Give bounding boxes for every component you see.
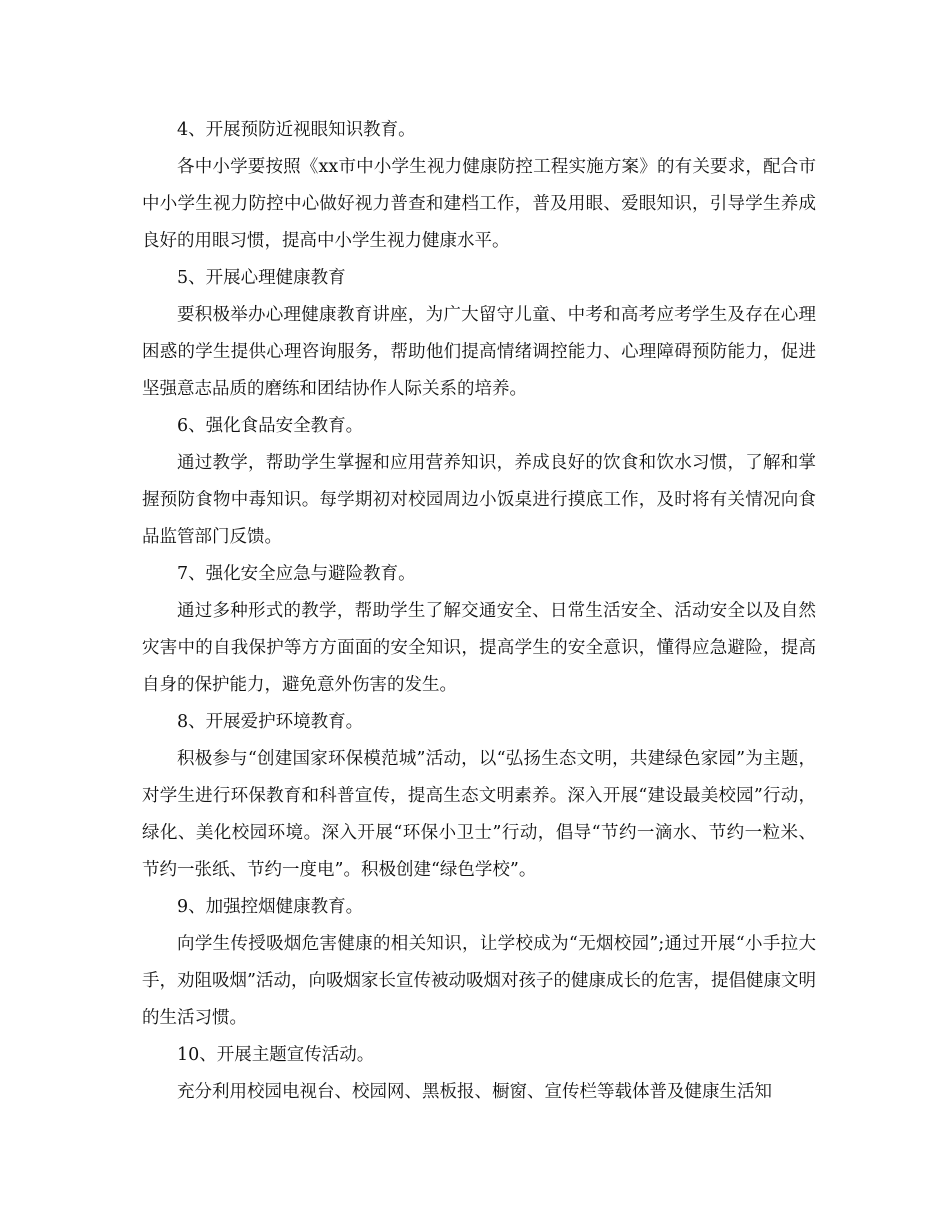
section-heading-tobacco: 9、加强控烟健康教育。 [177,897,364,917]
paragraph-food-safety: 通过教学，帮助学生掌握和应用营养知识，养成良好的饮食和饮水习惯，了解和掌握预防食物中毒知识。每学期初对校园周边小饭桌进行摸底工作，及时将有关情况向食品监管部门反馈。 [142,453,816,547]
section-heading-food-safety: 6、强化食品安全教育。 [177,416,364,436]
paragraph-campaign: 充分利用校园电视台、校园网、黑板报、橱窗、宣传栏等载体普及健康生活知 [177,1082,772,1102]
paragraph-mental-health: 要积极举办心理健康教育讲座，为广大留守儿童、中考和高考应考学生及存在心理困惑的学生提供心理咨询服务，帮助他们提高情绪调控能力、心理障碍预防能力，促进坚强意志品质的磨练和团结协作人际关系的培养。 [142,305,816,399]
paragraph-environment: 积极参与“创建国家环保模范城”活动，以“弘扬生态文明，共建绿色家园”为主题，对学生进行环保教育和科普宣传，提高生态文明素养。深入开展“建设最美校园”行动，绿化、美化校园环境。深入开展“环保小卫士”行动，倡导“节约一滴水、节约一粒米、节约一张纸、节约一度电”。积极创建“绿色学校”。 [142,749,816,880]
document-body [142,112,816,1111]
section-heading-myopia: 4、开展预防近视眼知识教育。 [177,120,416,140]
paragraph-myopia: 各中小学要按照《xx市中小学生视力健康防控工程实施方案》的有关要求，配合市中小学生视力防控中心做好视力普查和建档工作，普及用眼、爱眼知识，引导学生养成良好的用眼习惯，提高中小学生视力健康水平。 [142,157,816,251]
section-heading-emergency: 7、强化安全应急与避险教育。 [177,564,416,584]
paragraph-emergency: 通过多种形式的教学，帮助学生了解交通安全、日常生活安全、活动安全以及自然灾害中的自我保护等方方面面的安全知识，提高学生的安全意识，懂得应急避险，提高自身的保护能力，避免意外伤害的发生。 [142,601,816,695]
section-heading-campaign: 10、开展主题宣传活动。 [177,1045,375,1065]
paragraph-tobacco: 向学生传授吸烟危害健康的相关知识，让学校成为“无烟校园”;通过开展“小手拉大手，劝阻吸烟”活动，向吸烟家长宣传被动吸烟对孩子的健康成长的危害，提倡健康文明的生活习惯。 [142,934,816,1028]
section-heading-mental-health: 5、开展心理健康教育 [177,268,346,288]
section-heading-environment: 8、开展爱护环境教育。 [177,712,364,732]
